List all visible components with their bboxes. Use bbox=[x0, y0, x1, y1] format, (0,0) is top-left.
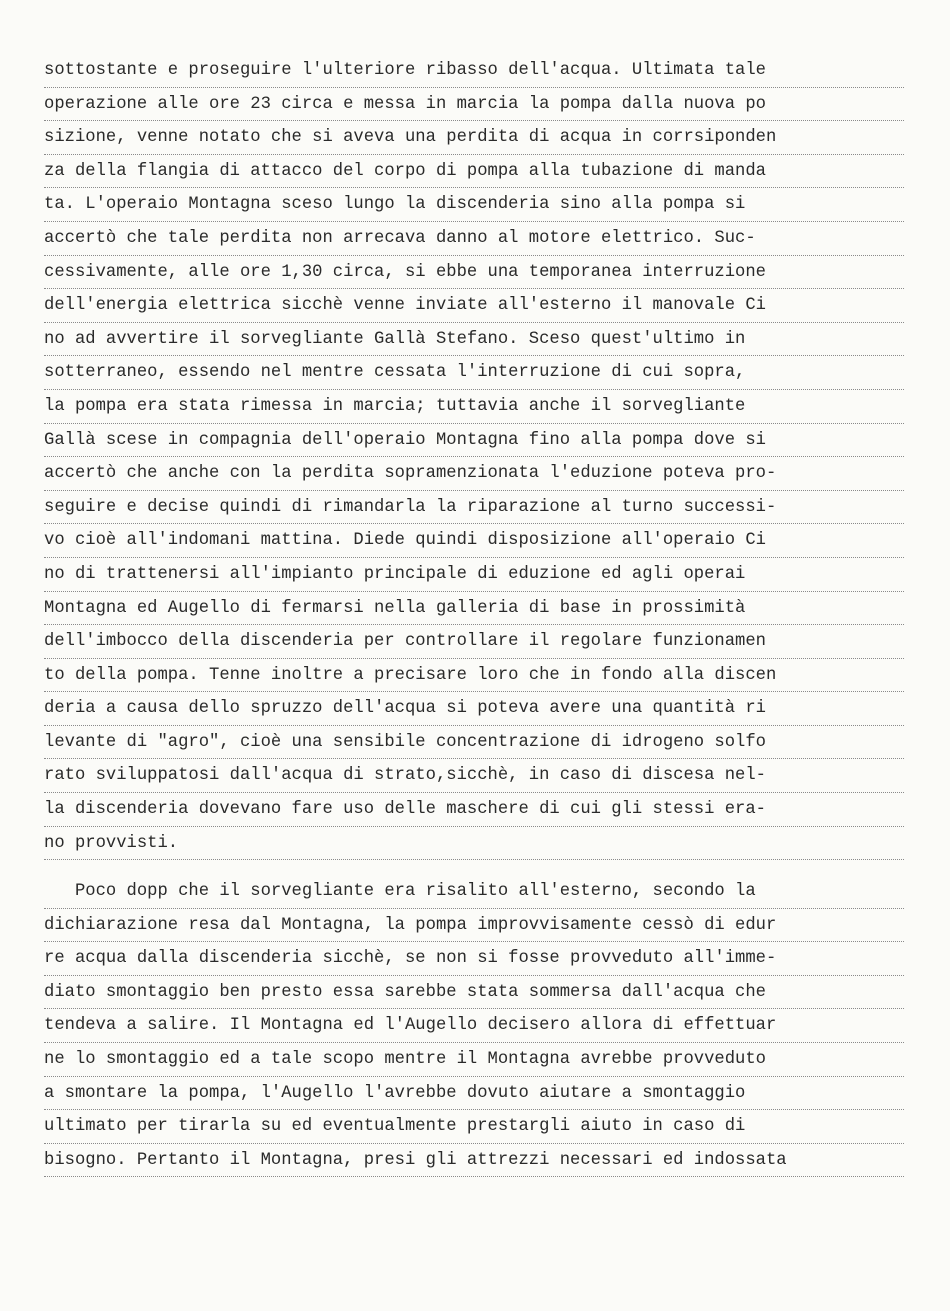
text-line: deria a causa dello spruzzo dell'acqua si poteva avere una quantità ri bbox=[44, 692, 904, 726]
text-line: operazione alle ore 23 circa e messa in marcia la pompa dalla nuova po bbox=[44, 88, 904, 122]
text-line: accertò che tale perdita non arrecava danno al motore elettrico. Suc- bbox=[44, 222, 904, 256]
text-line: Montagna ed Augello di fermarsi nella galleria di base in prossimità bbox=[44, 592, 904, 626]
text-line: za della flangia di attacco del corpo di pompa alla tubazione di manda bbox=[44, 155, 904, 189]
paragraph-1 bbox=[44, 54, 904, 860]
text-line: no provvisti. bbox=[44, 827, 904, 861]
text-line: a smontare la pompa, l'Augello l'avrebbe dovuto aiutare a smontaggio bbox=[44, 1077, 904, 1111]
text-line: no ad avvertire il sorvegliante Gallà Stefano. Sceso quest'ultimo in bbox=[44, 323, 904, 357]
text-line: diato smontaggio ben presto essa sarebbe stata sommersa dall'acqua che bbox=[44, 976, 904, 1010]
text-line: levante di "agro", cioè una sensibile concentrazione di idrogeno solfo bbox=[44, 726, 904, 760]
text-line: la discenderia dovevano fare uso delle maschere di cui gli stessi era- bbox=[44, 793, 904, 827]
text-line: la pompa era stata rimessa in marcia; tuttavia anche il sorvegliante bbox=[44, 390, 904, 424]
text-line: sizione, venne notato che si aveva una perdita di acqua in corrsiponden bbox=[44, 121, 904, 155]
text-line: to della pompa. Tenne inoltre a precisare loro che in fondo alla discen bbox=[44, 659, 904, 693]
text-line: accertò che anche con la perdita sopramenzionata l'eduzione poteva pro- bbox=[44, 457, 904, 491]
text-line: dell'energia elettrica sicchè venne inviate all'esterno il manovale Ci bbox=[44, 289, 904, 323]
text-line: vo cioè all'indomani mattina. Diede quindi disposizione all'operaio Ci bbox=[44, 524, 904, 558]
text-line: ne lo smontaggio ed a tale scopo mentre il Montagna avrebbe provveduto bbox=[44, 1043, 904, 1077]
paragraph-2 bbox=[44, 875, 904, 1177]
text-line: Poco dopp che il sorvegliante era risalito all'esterno, secondo la bbox=[44, 875, 904, 909]
text-line: cessivamente, alle ore 1,30 circa, si ebbe una temporanea interruzione bbox=[44, 256, 904, 290]
text-line: ultimato per tirarla su ed eventualmente prestargli aiuto in caso di bbox=[44, 1110, 904, 1144]
text-line: rato sviluppatosi dall'acqua di strato,sicchè, in caso di discesa nel- bbox=[44, 759, 904, 793]
text-line: ta. L'operaio Montagna sceso lungo la discenderia sino alla pompa si bbox=[44, 188, 904, 222]
text-line: tendeva a salire. Il Montagna ed l'Augello decisero allora di effettuar bbox=[44, 1009, 904, 1043]
text-line: Gallà scese in compagnia dell'operaio Montagna fino alla pompa dove si bbox=[44, 424, 904, 458]
text-line: dell'imbocco della discenderia per controllare il regolare funzionamen bbox=[44, 625, 904, 659]
text-line: no di trattenersi all'impianto principale di eduzione ed agli operai bbox=[44, 558, 904, 592]
text-line: dichiarazione resa dal Montagna, la pompa improvvisamente cessò di edur bbox=[44, 909, 904, 943]
text-line: sottostante e proseguire l'ulteriore ribasso dell'acqua. Ultimata tale bbox=[44, 54, 904, 88]
text-line: seguire e decise quindi di rimandarla la riparazione al turno successi- bbox=[44, 491, 904, 525]
text-line: re acqua dalla discenderia sicchè, se non si fosse provveduto all'imme- bbox=[44, 942, 904, 976]
text-line: bisogno. Pertanto il Montagna, presi gli attrezzi necessari ed indossata bbox=[44, 1144, 904, 1178]
text-line: sotterraneo, essendo nel mentre cessata l'interruzione di cui sopra, bbox=[44, 356, 904, 390]
